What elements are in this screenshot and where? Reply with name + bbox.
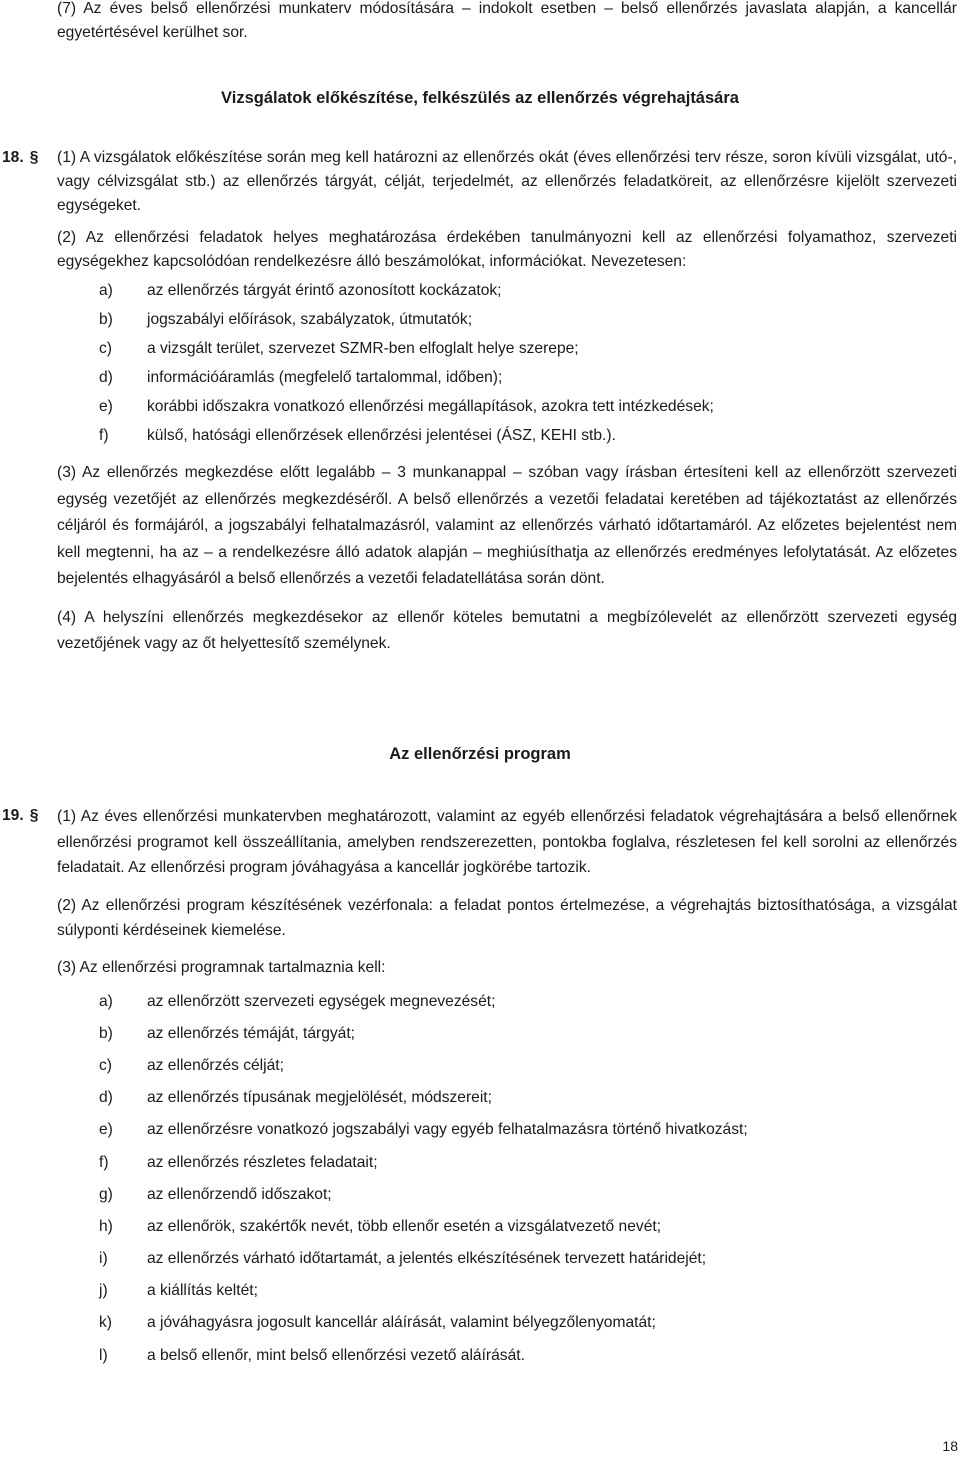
page-number: 18	[942, 1438, 958, 1454]
list-text: korábbi időszakra vonatkozó ellenőrzési megállapítások, azokra tett intézkedések;	[147, 397, 714, 415]
s18-paragraph-4: (4) A helyszíni ellenőrzés megkezdésekor az ellenőr köteles bemutatni a megbízólevelét az ellenőrzött szervezeti egység vezetőjének vagy az őt helyettesítő személynek.	[57, 608, 957, 652]
section-heading-2: Az ellenőrzési program	[389, 745, 571, 763]
list-item	[57, 986, 957, 1018]
list-text: az ellenőrzés tárgyát érintő azonosított kockázatok;	[147, 281, 502, 299]
list-item	[57, 276, 957, 305]
list-text: külső, hatósági ellenőrzések ellenőrzési jelentései (ÁSZ, KEHI stb.).	[147, 426, 616, 444]
s19-paragraph-2: (2) Az ellenőrzési program készítésének vezérfonala: a feladat pontos értelmezése, a végrehajtás biztosíthatósága, a vizsgálat súlyponti kérdéseinek kiemelése.	[57, 896, 957, 939]
list-label: a)	[99, 281, 113, 299]
list-item	[57, 1243, 957, 1275]
list-item	[57, 363, 957, 392]
list-item	[57, 334, 957, 363]
list-text: az ellenőrzésre vonatkozó jogszabályi vagy egyéb felhatalmazásra történő hivatkozást;	[147, 1121, 748, 1139]
section-18	[2, 146, 957, 657]
list-label: l)	[99, 1346, 108, 1364]
list-text: az ellenőrök, szakértők nevét, több ellenőr esetén a vizsgálatvezető nevét;	[147, 1217, 662, 1235]
list-label: d)	[99, 368, 113, 386]
list-label: i)	[99, 1250, 108, 1268]
list-item	[57, 1114, 957, 1146]
section-sign: §	[29, 807, 39, 824]
s18-list	[57, 276, 957, 450]
section-number: 18.	[2, 149, 24, 166]
s18-paragraph-2: (2) Az ellenőrzési feladatok helyes meghatározása érdekében tanulmányozni kell az ellenőrzési folyamathoz, szervezeti egységekhez kapcsolódóan rendelkezésre álló beszámolókat, információkat. Nevezetesen:	[57, 229, 957, 270]
list-item	[57, 1211, 957, 1243]
list-item	[57, 1340, 957, 1372]
section-sign: §	[29, 149, 39, 166]
list-text: az ellenőrzés témáját, tárgyát;	[147, 1024, 356, 1042]
list-text: jogszabályi előírások, szabályzatok, útmutatók;	[147, 310, 473, 328]
list-label: b)	[99, 1024, 113, 1042]
list-text: a kiállítás keltét;	[147, 1282, 258, 1300]
list-text: a belső ellenőr, mint belső ellenőrzési vezető aláírását.	[147, 1346, 525, 1364]
list-label: e)	[99, 1121, 113, 1139]
list-item	[57, 1082, 957, 1114]
list-label: c)	[99, 339, 112, 357]
list-item	[57, 392, 957, 421]
s18-paragraph-1: (1) A vizsgálatok előkészítése során meg kell határozni az ellenőrzés okát (éves ellenőrzési terv része, soron kívüli vizsgálat, utó-, vagy célvizsgálat stb.) az ellenőrzés tárgyát, célját, terjedelmét, az ellenőrzés feladatköreit, az ellenőrzésre kijelölt szervezeti egységeket.	[57, 149, 957, 214]
list-text: az ellenőrzött szervezeti egységek megnevezését;	[147, 992, 496, 1010]
list-item	[57, 1307, 957, 1339]
list-label: c)	[99, 1056, 112, 1074]
list-item	[57, 1179, 957, 1211]
list-text: az ellenőrzés célját;	[147, 1056, 284, 1074]
list-label: j)	[99, 1282, 108, 1300]
list-label: a)	[99, 992, 113, 1010]
list-label: k)	[99, 1314, 112, 1332]
list-item	[57, 1275, 957, 1307]
s19-paragraph-1: (1) Az éves ellenőrzési munkatervben meghatározott, valamint az egyéb ellenőrzési feladatok végrehajtására a belső ellenőrnek ellenőrzési programot kell összeállítania, amelyben rendszerezetten, pontokba foglalva, részletesen fel kell sorolni az ellenőrzés feladatait. Az ellenőrzési program jóváhagyása a kancellár jogkörébe tartozik.	[57, 808, 957, 876]
list-label: d)	[99, 1089, 113, 1107]
list-item	[57, 421, 957, 450]
list-label: f)	[99, 426, 109, 444]
list-label: h)	[99, 1217, 113, 1235]
list-label: b)	[99, 310, 113, 328]
s18-paragraph-3: (3) Az ellenőrzés megkezdése előtt legalább – 3 munkanappal – szóban vagy írásban értesíteni kell az ellenőrzött szervezeti egység vezetőjét az ellenőrzés megkezdéséről. A belső ellenőrzés a vezetői feladatai keretében ad tájékoztatást az ellenőrzés céljáról és formájáról, a jogszabályi felhatalmazásról, valamint az ellenőrzés várható időtartamáról. Az előzetes bejelentést nem kell megtenni, ha az – a rendelkezésre álló adatok alapján – meghiúsíthatja az ellenőrzés eredményes lefolytatását. Az előzetes bejelentés elhagyásáról a belső ellenőrzés a vezetői feladatellátása során dönt.	[57, 464, 957, 587]
s19-list	[57, 986, 957, 1372]
section-19-number	[2, 804, 56, 828]
section-number: 19.	[2, 807, 24, 824]
list-item	[57, 1050, 957, 1082]
list-item	[57, 1146, 957, 1178]
paragraph-7: (7) Az éves belső ellenőrzési munkaterv módosítására – indokolt esetben – belső ellenőrzés javaslata alapján, a kancellár egyetértésével kerülhet sor.	[57, 0, 957, 41]
list-text: információáramlás (megfelelő tartalommal, időben);	[147, 368, 503, 386]
list-label: f)	[99, 1153, 109, 1171]
list-text: az ellenőrzés várható időtartamát, a jelentés elkészítésének tervezett határidejét;	[147, 1250, 707, 1268]
s19-paragraph-3: (3) Az ellenőrzési programnak tartalmaznia kell:	[57, 958, 386, 976]
list-label: g)	[99, 1185, 113, 1203]
list-text: az ellenőrzés részletes feladatait;	[147, 1153, 378, 1171]
list-text: a jóváhagyásra jogosult kancellár aláírását, valamint bélyegzőlenyomatát;	[147, 1314, 656, 1332]
list-text: az ellenőrzendő időszakot;	[147, 1185, 332, 1203]
list-item	[57, 1018, 957, 1050]
list-text: az ellenőrzés típusának megjelölését, módszereit;	[147, 1089, 492, 1107]
list-item	[57, 305, 957, 334]
list-label: e)	[99, 397, 113, 415]
section-heading-1: Vizsgálatok előkészítése, felkészülés az ellenőrzés végrehajtására	[221, 89, 739, 107]
section-18-number	[2, 146, 56, 170]
section-19	[2, 804, 957, 1372]
list-text: a vizsgált terület, szervezet SZMR-ben elfoglalt helye szerepe;	[147, 339, 579, 357]
